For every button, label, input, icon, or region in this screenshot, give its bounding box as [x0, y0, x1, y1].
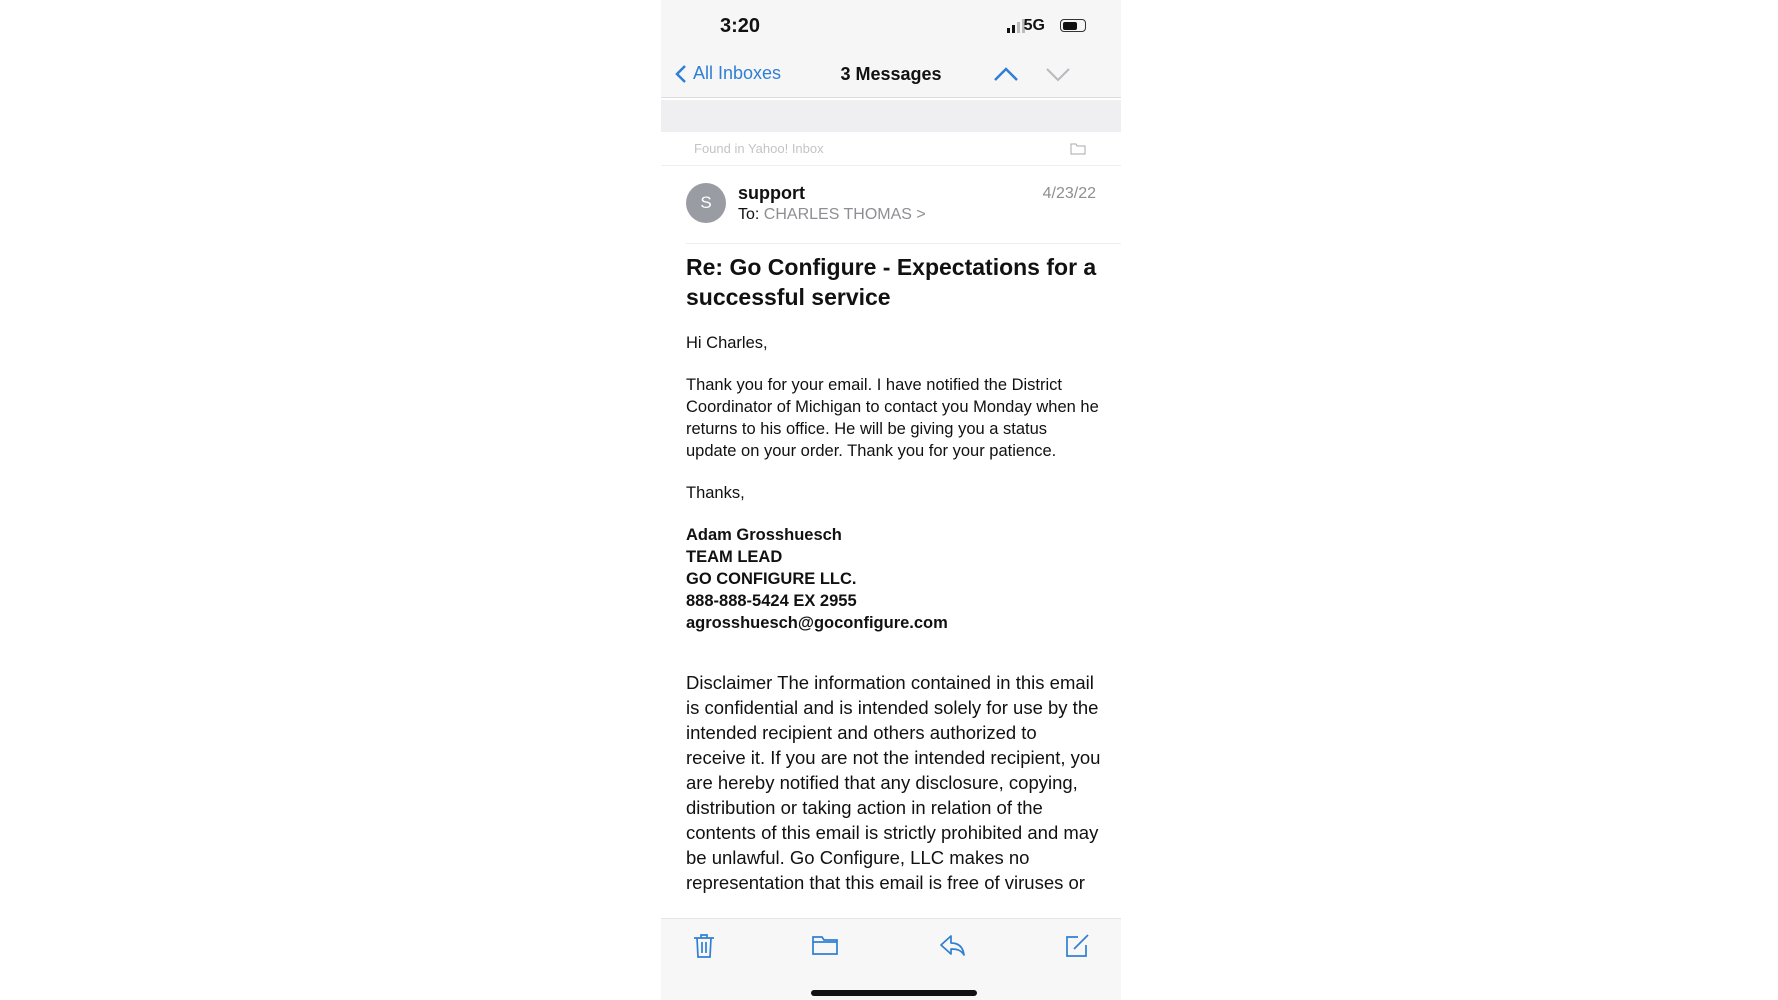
folder-icon[interactable] — [1070, 142, 1086, 155]
recipient-line[interactable] — [738, 206, 926, 224]
nav-bar — [661, 52, 1121, 98]
previous-message-edge — [661, 100, 1121, 132]
message-date: 4/23/22 — [1042, 185, 1096, 202]
message-body — [686, 252, 1101, 895]
reply-icon[interactable] — [939, 933, 967, 957]
next-message-button[interactable] — [1045, 64, 1071, 84]
network-label: 5G — [1023, 17, 1045, 34]
avatar: S — [686, 183, 726, 223]
signature — [686, 524, 1101, 634]
to-label: To: — [738, 206, 760, 223]
signal-icon — [1007, 19, 1025, 33]
found-in-banner — [661, 132, 1121, 166]
battery-icon — [1060, 19, 1086, 32]
recipient-name: CHARLES THOMAS > — [763, 206, 926, 223]
nav-title: 3 Messages — [840, 64, 942, 84]
sender-name[interactable]: support — [738, 183, 805, 203]
trash-icon[interactable] — [693, 933, 715, 959]
disclaimer: Disclaimer The information contained in this email is confidential and is intended solely for use by the intended recipient and others authorized to receive it. If you are not the intended recipient, you are hereby notified that any disclosure, copying, distribution or taking action in relation of the contents of this email is strictly prohibited and may be unlawful. Go Configure, LLC makes no representation that this email is free of viruses or — [686, 672, 1101, 893]
move-to-folder-icon[interactable] — [811, 933, 839, 957]
greeting: Hi Charles, — [686, 334, 768, 352]
signature-phone[interactable]: 888-888-5424 EX 2955 — [686, 592, 857, 610]
closing: Thanks, — [686, 484, 745, 502]
body-paragraph: Thank you for your email. I have notified the District Coordinator of Michigan to contact you Monday when he returns to his office. He will be giving you a status update on your order. Thank you for your patience. — [686, 376, 1099, 460]
signature-email[interactable]: agrosshuesch@goconfigure.com — [686, 614, 948, 632]
signature-title: TEAM LEAD — [686, 548, 783, 566]
signature-name: Adam Grosshuesch — [686, 526, 842, 544]
found-in-label: Found in Yahoo! Inbox — [694, 141, 824, 156]
status-time: 3:20 — [720, 15, 761, 37]
divider — [686, 243, 1121, 244]
message-subject: Re: Go Configure - Expectations for a successful service — [686, 254, 1097, 310]
home-indicator — [811, 990, 977, 996]
phone-screen — [661, 0, 1121, 1000]
bottom-toolbar — [661, 918, 1121, 1000]
compose-icon[interactable] — [1064, 933, 1090, 959]
signature-company: GO CONFIGURE LLC. — [686, 570, 857, 588]
previous-message-button[interactable] — [993, 64, 1019, 84]
back-label: All Inboxes — [693, 63, 782, 83]
status-bar — [661, 0, 1121, 52]
